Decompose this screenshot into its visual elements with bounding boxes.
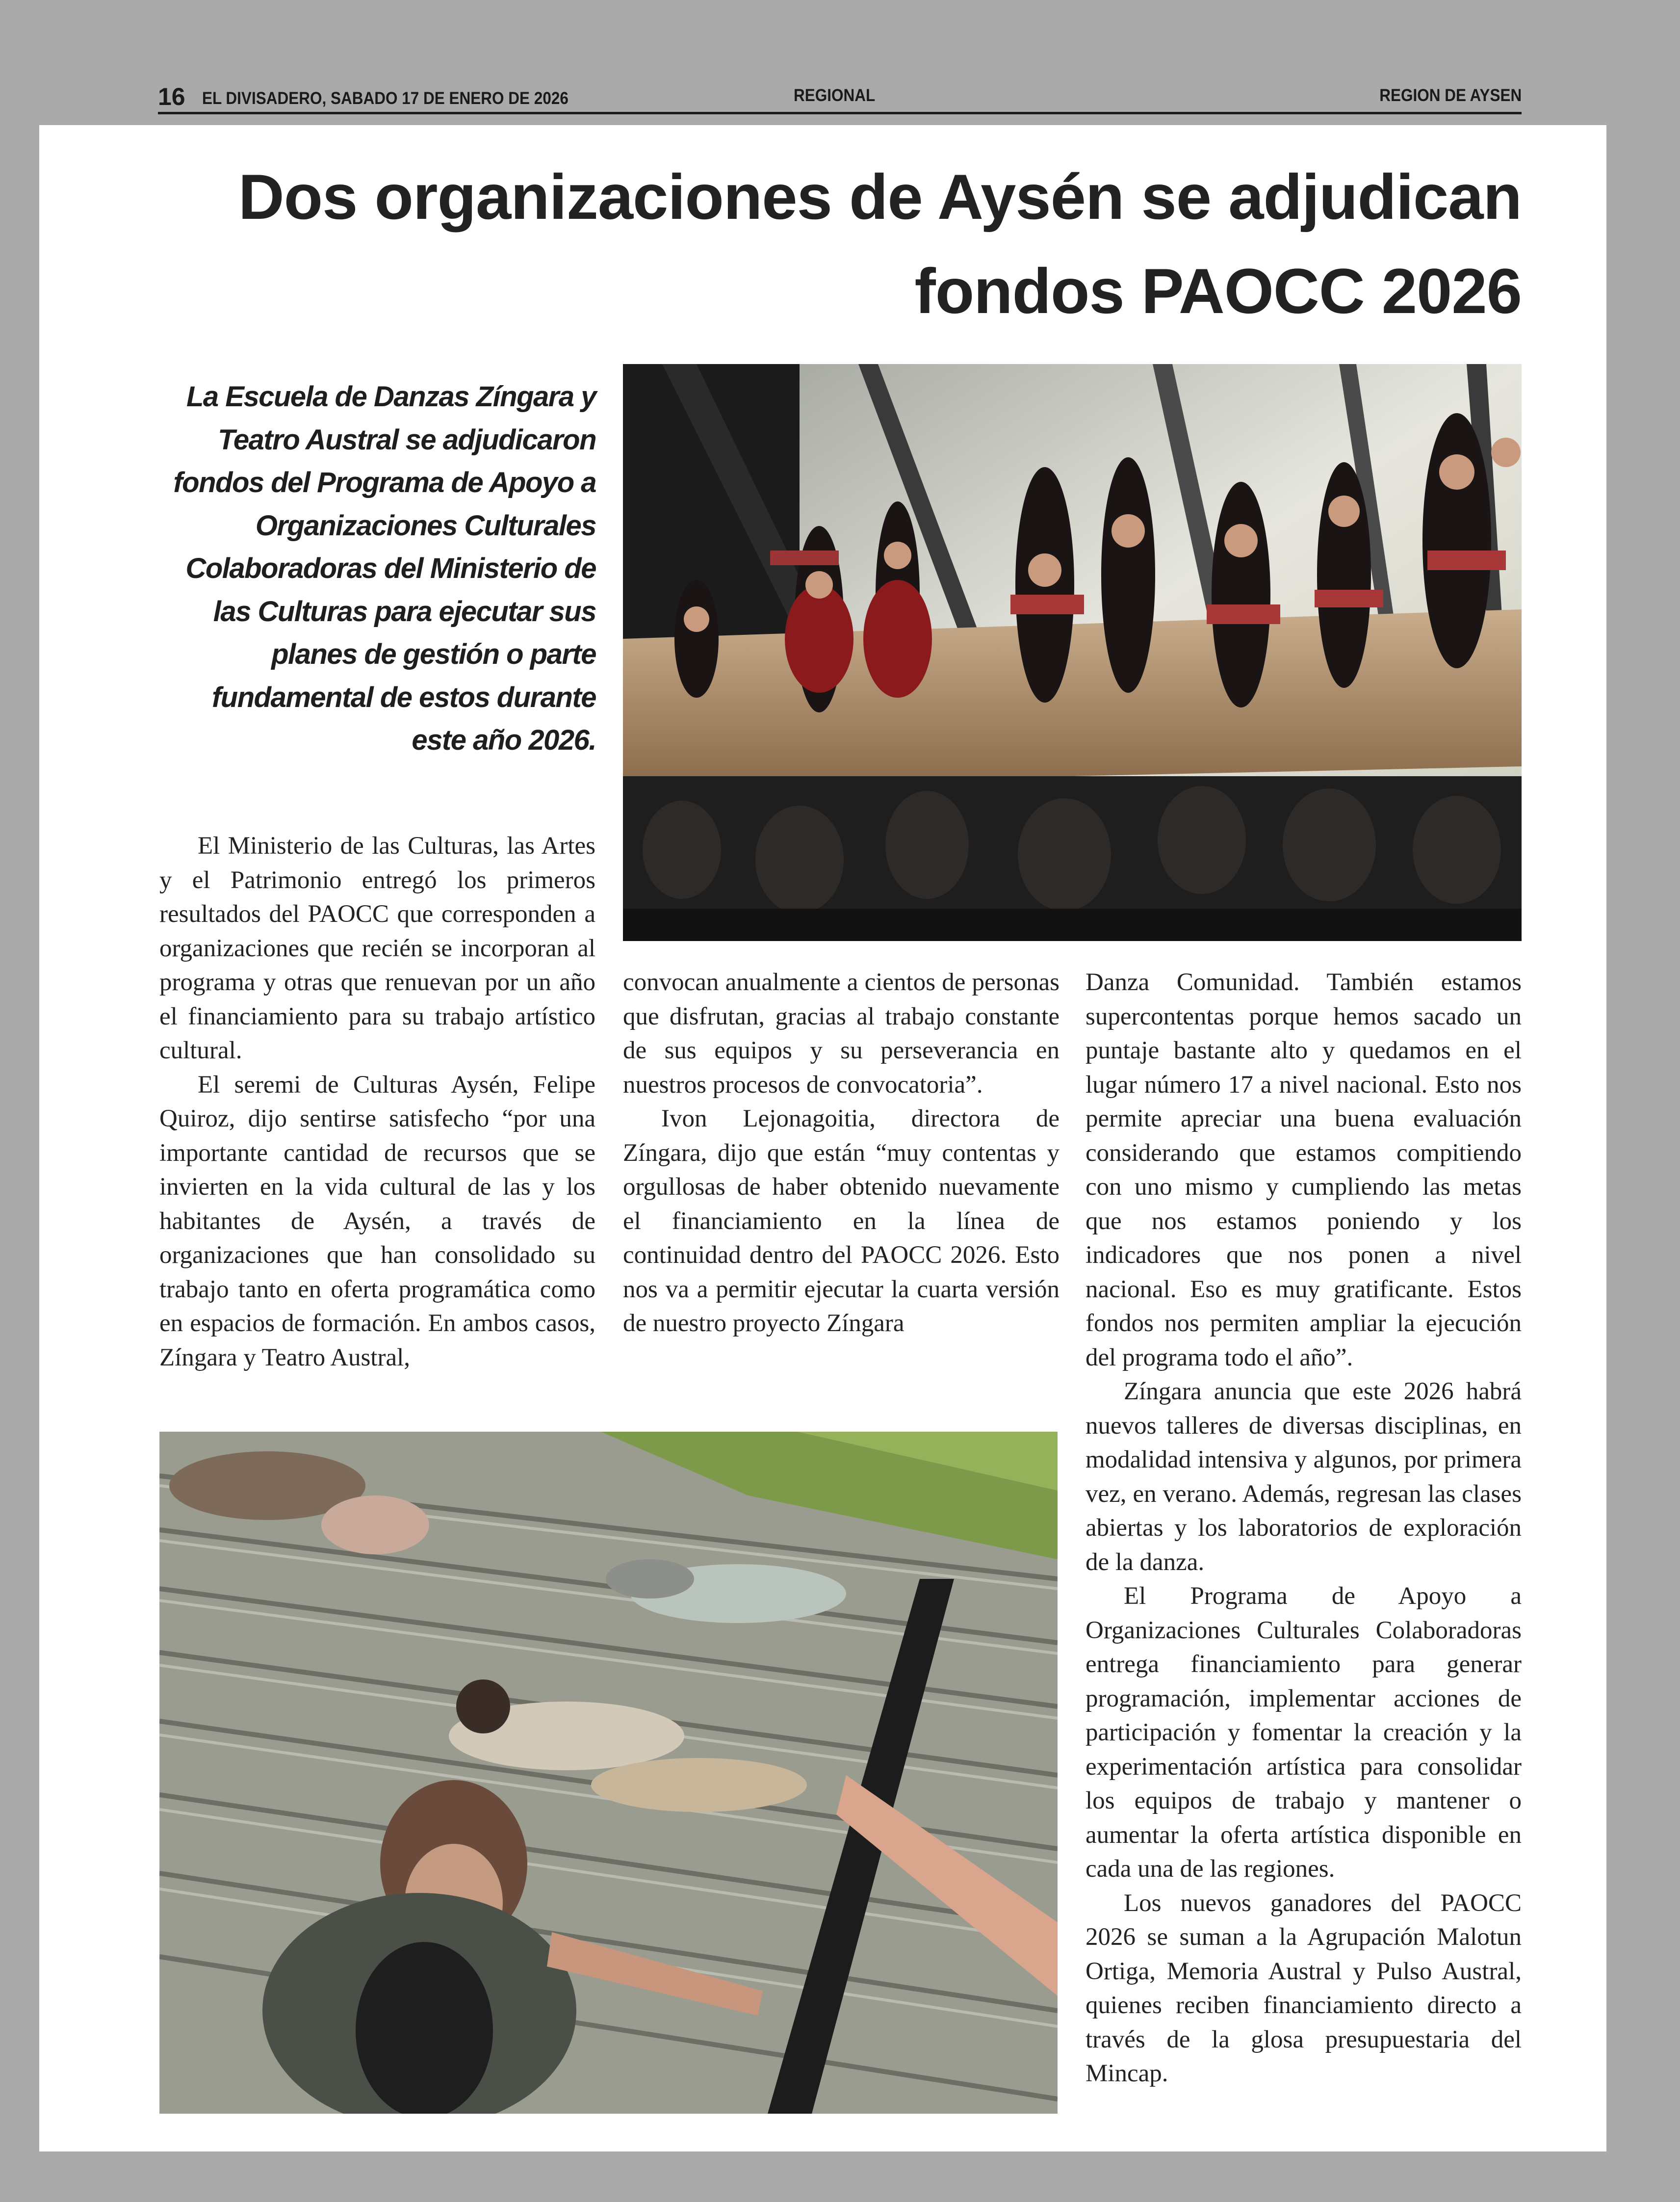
page-number: 16 xyxy=(158,83,185,110)
headline-line-2: fondos PAOCC 2026 xyxy=(914,255,1522,327)
region-label: REGION DE AYSEN xyxy=(1379,86,1522,105)
article-column-3 xyxy=(1086,966,1522,2091)
paragraph: convocan anualmente a cientos de personas que disfrutan, gracias al trabajo constante de sus equipos y su perseverancia en nuestros procesos de convocatoria”. xyxy=(623,969,1060,1099)
newspaper-name-date: EL DIVISADERO, SABADO 17 DE ENERO DE 2026 xyxy=(202,89,569,108)
paragraph: Ivon Lejonagoitia, directora de Zíngara, dijo que están “muy contentas y orgullosas de haber obtenido nuevamente el financiamiento en la línea de continuidad dentro del PAOCC 2026. Esto nos va a permitir ejecutar la cuarta versión de nuestro proyecto Zíngara xyxy=(623,1105,1060,1337)
theater-performance-photo xyxy=(159,1432,1058,2114)
paragraph: El Programa de Apoyo a Organizaciones Culturales Colaboradoras entrega financiamiento para generar programación, implementar acciones de participación y fomentar la creación y la experimentación artística para consolidar los equipos de trabajo y mantener o aumentar la oferta artística disponible en cada una de las regiones. xyxy=(1086,1582,1522,1883)
lead-paragraph: La Escuela de Danzas Zíngara y Teatro Austral se adjudicaron fondos del Programa de Apoyo a Organizaciones Culturales Colaboradoras del Ministerio de las Culturas para ejecutar sus planes de gestión o parte fundamental de estos durante este año 2026. xyxy=(173,381,596,756)
header-rule xyxy=(158,112,1522,114)
dance-performance-photo xyxy=(623,364,1522,941)
page-header xyxy=(158,81,1522,110)
paragraph: El seremi de Culturas Aysén, Felipe Quiroz, dijo sentirse satisfecho “por una importante cantidad de recursos que se invierten en la vida cultural de las y los habitantes de Aysén, a través de organizaciones que han consolidado su trabajo tanto en oferta programática como en espacios de formación. En ambos casos, Zíngara y Teatro Austral, xyxy=(159,1071,595,1371)
section-label: REGIONAL xyxy=(794,86,876,105)
article-column-1 xyxy=(159,829,595,1375)
paragraph: Los nuevos ganadores del PAOCC 2026 se suman a la Agrupación Malotun Ortiga, Memoria Austral y Pulso Austral, quienes reciben financiamiento directo a través de la glosa presupuestaria del Mincap. xyxy=(1086,1889,1522,2087)
headline-line-1: Dos organizaciones de Aysén se adjudican xyxy=(238,161,1522,233)
paragraph: Danza Comunidad. También estamos supercontentas porque hemos sacado un puntaje bastante alto y quedamos en el lugar número 17 a nivel nacional. Esto nos permite apreciar una buena evaluación considerando que estamos compitiendo con uno mismo y cumpliendo las metas que nos estamos poniendo y los indicadores que nos ponen a nivel nacional. Eso es muy gratificante. Estos fondos nos permiten ampliar la ejecución del programa todo el año”. xyxy=(1086,969,1522,1371)
headline xyxy=(158,150,1522,338)
paragraph: El Ministerio de las Culturas, las Artes y el Patrimonio entregó los primeros resultados del PAOCC que corresponden a organizaciones que recién se incorporan al programa y otras que renuevan por un año el financiamiento para su trabajo artístico cultural. xyxy=(159,832,595,1064)
paragraph: Zíngara anuncia que este 2026 habrá nuevos talleres de diversas disciplinas, en modalidad intensiva y algunos, por primera vez, en verano. Además, regresan las clases abiertas y los laboratorios de exploración de la danza. xyxy=(1086,1378,1522,1576)
article-column-2 xyxy=(623,966,1060,1341)
